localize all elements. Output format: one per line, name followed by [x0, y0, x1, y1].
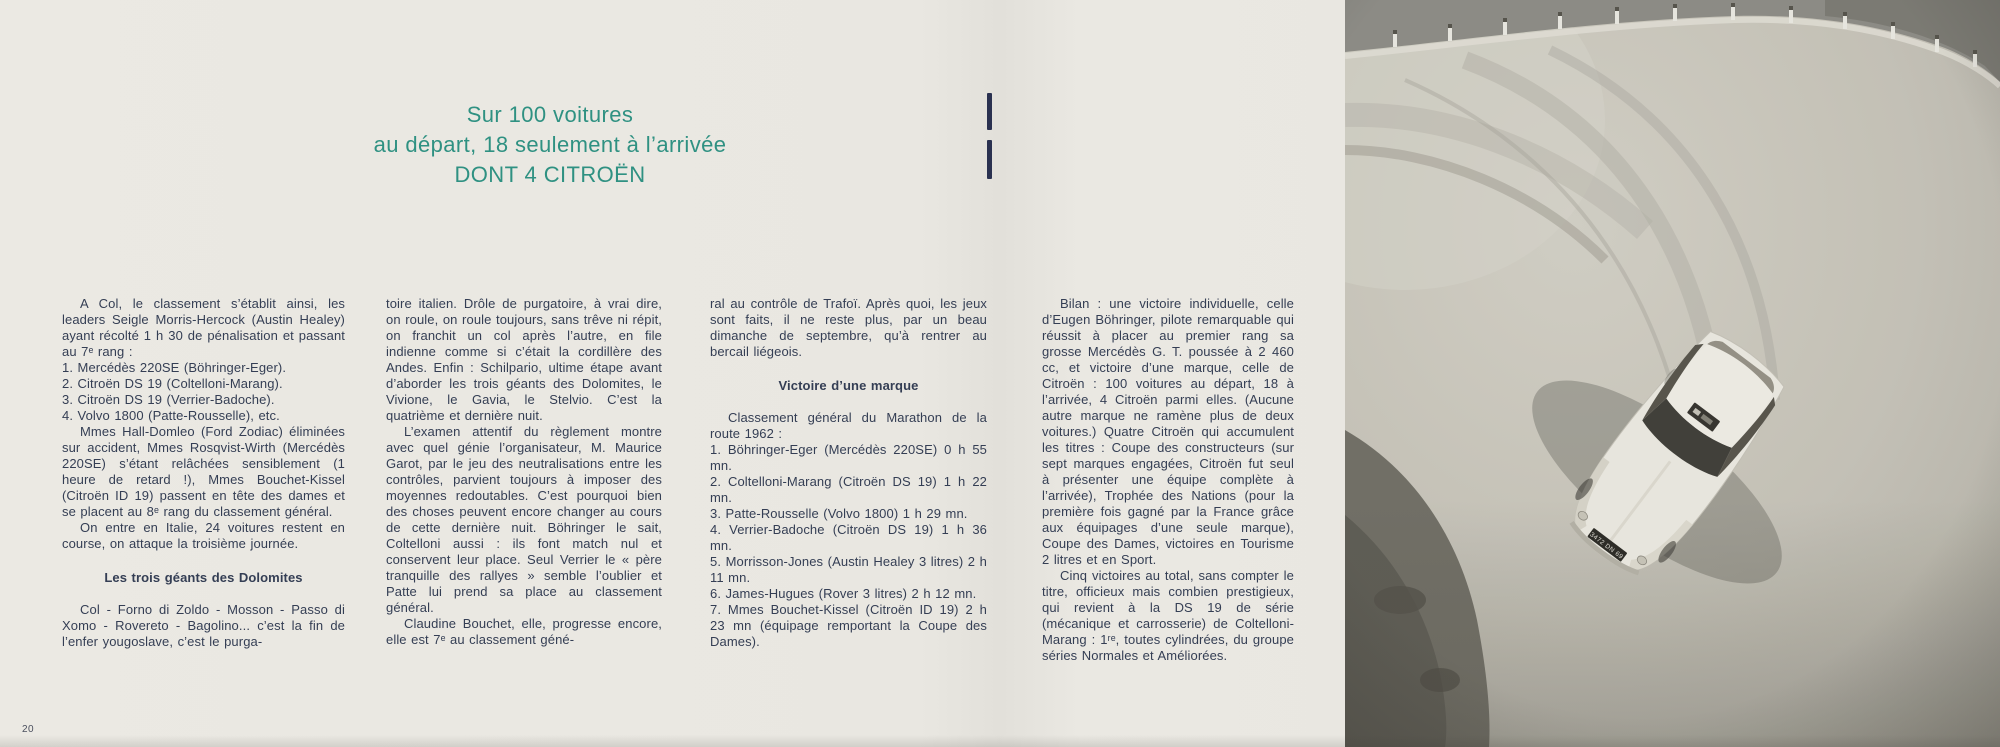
title-line: DONT 4 CITROËN [454, 162, 646, 187]
text-column-1 [62, 296, 345, 650]
paragraph: toire italien. Drôle de purgatoire, à vrai dire, on roule, on roule toujours, sans trêve ni répit, on franchit un col après l’autre, en file indienne comme si c’était la cordillère des Andes. Enfin : Schilpario, ultime étape avant d’aborder les trois géants des Dolomites, le Vivione, le Gavia, le Stelvio. C’est la quatrième et dernière nuit. [386, 296, 662, 423]
result-item: 1. Böhringer-Eger (Mercédès 220SE) 0 h 55 mn. [710, 442, 987, 473]
title-line: au départ, 18 seulement à l’arrivée [373, 132, 727, 157]
ranking-item: 4. Volvo 1800 (Patte-Rousselle), etc. [62, 408, 280, 423]
section-heading-victoire: Victoire d’une marque [778, 378, 919, 393]
ranking-item: 2. Citroën DS 19 (Coltelloni-Marang). [62, 376, 283, 391]
text-column-2 [386, 296, 662, 648]
ranking-item: 1. Mercédès 220SE (Böhringer-Eger). [62, 360, 287, 375]
page-number-left: 20 [22, 724, 35, 735]
paragraph: L’examen attentif du règlement montre avec quel génie l’organisateur, M. Maurice Garot, par le jeu des neutralisations entre les contrôles, parvient toujours à imposer des moyennes redoutables. C’est pourquoi bien des choses peuvent encore changer au cours de cette dernière nuit. Böhringer le sait, Coltelloni aussi : ils font match nul et conservent leur place. Seul Verrier le « père tranquille des rallyes » semble l’oublier et Patte lui prend sa place au classement général. [386, 424, 662, 615]
result-item: 3. Patte-Rousselle (Volvo 1800) 1 h 29 mn. [710, 506, 968, 521]
rally-photo [1345, 0, 2000, 747]
section-heading-dolomites: Les trois géants des Dolomites [104, 570, 303, 585]
result-item: 7. Mmes Bouchet-Kissel (Citroën ID 19) 2 h 23 mn (équipage remportant la Coupe des Dames). [710, 602, 987, 649]
paragraph: On entre en Italie, 24 voitures restent en course, on attaque la troisième journée. [62, 520, 345, 551]
result-item: 5. Morrisson-Jones (Austin Healey 3 litres) 2 h 11 mn. [710, 554, 987, 585]
paragraph: Mmes Hall-Domleo (Ford Zodiac) éliminées sur accident, Mmes Rosqvist-Wirth (Mercédès 220SE) s’étant relâchées sensiblement (1 heure de retard !), Mmes Bouchet-Kissel (Citroën ID 19) passent en tête des dames et se placent au 8ᵉ rang du classement général. [62, 424, 345, 519]
paragraph: ral au contrôle de Trafoï. Après quoi, les jeux sont faits, il ne reste plus, par un beau dimanche de septembre, qu’à rentrer au bercail liégeois. [710, 296, 987, 359]
scan-edge-shadow [0, 735, 2000, 747]
paragraph: A Col, le classement s’établit ainsi, les leaders Seigle Morris-Hercock (Austin Healey) ayant récolté 1 h 30 de pénalisation et passant au 7ᵉ rang : [62, 296, 345, 359]
text-column-3 [710, 296, 987, 650]
paragraph: Col - Forno di Zoldo - Mosson - Passo di Xomo - Rovereto - Bagolino... c’est la fin de l’enfer yougoslave, c’est le purga- [62, 602, 345, 649]
paragraph: Cinq victoires au total, sans compter le titre, officieux mais combien prestigieux, qui revient à la DS 19 de série (mécanique et carrosserie) de Coltelloni-Marang : 1ʳᵉ, toutes cylindrées, du groupe séries Normales et Améliorées. [1042, 568, 1294, 663]
fold-mark [987, 93, 992, 130]
paragraph: Bilan : une victoire individuelle, celle d’Eugen Böhringer, pilote remarquable qui réussit à placer au premier rang sa grosse Mercédès G. T. poussée à 2 460 cc, et victoire d’une marque, celle de Citroën : 100 voitures au départ, 18 à l’arrivée, 4 Citroën parmi elles. (Aucune autre marque ne ramène plus de deux voitures.) Quatre Citroën qui accumulent les titres : Coupe des constructeurs (sur sept marques engagées, Citroën fut seul à présenter une équipe complète à l’arrivée), Trophée des Nations (pour la première fois gagné par la France grâce aux équipages d’une seule marque), Coupe des Dames, victoires en Tourisme 2 litres et en Sport. [1042, 296, 1294, 567]
result-item: 4. Verrier-Badoche (Citroën DS 19) 1 h 36 mn. [710, 522, 987, 553]
fold-mark [987, 140, 992, 179]
text-column-4 [1042, 296, 1294, 664]
paragraph: Claudine Bouchet, elle, progresse encore, elle est 7ᵉ au classement géné- [386, 616, 662, 647]
ranking-item: 3. Citroën DS 19 (Verrier-Badoche). [62, 392, 275, 407]
title-line: Sur 100 voitures [466, 102, 634, 127]
result-item: 6. James-Hugues (Rover 3 litres) 2 h 12 mn. [710, 586, 977, 601]
paragraph: Classement général du Marathon de la route 1962 : [710, 410, 987, 441]
result-item: 2. Coltelloni-Marang (Citroën DS 19) 1 h 22 mn. [710, 474, 987, 505]
article-title [200, 100, 900, 190]
